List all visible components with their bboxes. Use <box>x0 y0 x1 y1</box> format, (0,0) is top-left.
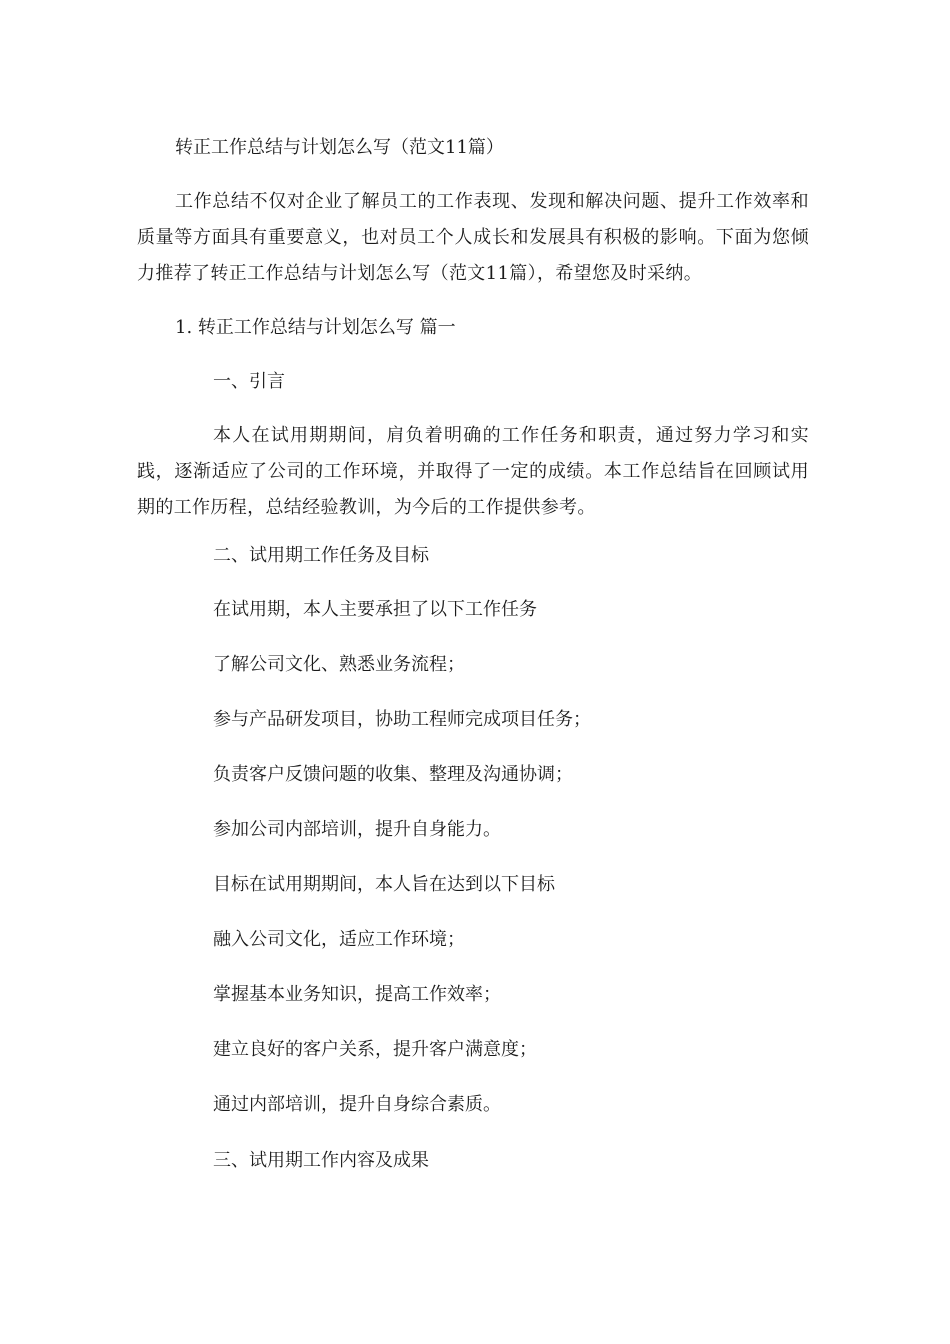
goal-item: 建立良好的客户关系，提升客户满意度； <box>213 1039 537 1060</box>
introduction-paragraph: 本人在试用期期间，肩负着明确的工作任务和职责，通过努力学习和实践，逐渐适应了公司的工作环境，并取得了一定的成绩。本工作总结旨在回顾试用期的工作历程，总结经验教训，为今后的工作提供参考。 <box>137 425 809 518</box>
section-heading-work-results: 三、试用期工作内容及成果 <box>213 1150 429 1171</box>
goal-item: 掌握基本业务知识，提高工作效率； <box>213 984 501 1005</box>
goal-item: 通过内部培训，提升自身综合素质。 <box>213 1094 501 1115</box>
section-heading-introduction: 一、引言 <box>213 371 285 392</box>
tasks-intro: 在试用期，本人主要承担了以下工作任务 <box>213 599 537 620</box>
goals-intro: 目标在试用期期间，本人旨在达到以下目标 <box>213 874 555 895</box>
task-item: 参加公司内部培训，提升自身能力。 <box>213 819 501 840</box>
intro-paragraph: 工作总结不仅对企业了解员工的工作表现、发现和解决问题、提升工作效率和质量等方面具有重要意义，也对员工个人成长和发展具有积极的影响。下面为您倾力推荐了转正工作总结与计划怎么写（范文11篇），希望您及时采纳。 <box>137 191 809 284</box>
task-item: 负责客户反馈问题的收集、整理及沟通协调； <box>213 764 573 785</box>
article-heading: 1. 转正工作总结与计划怎么写 篇一 <box>175 317 456 338</box>
document-title: 转正工作总结与计划怎么写（范文11篇） <box>175 137 504 158</box>
task-item: 了解公司文化、熟悉业务流程； <box>213 654 465 675</box>
section-heading-tasks-goals: 二、试用期工作任务及目标 <box>213 545 429 566</box>
task-item: 参与产品研发项目，协助工程师完成项目任务； <box>213 709 591 730</box>
goal-item: 融入公司文化，适应工作环境； <box>213 929 465 950</box>
